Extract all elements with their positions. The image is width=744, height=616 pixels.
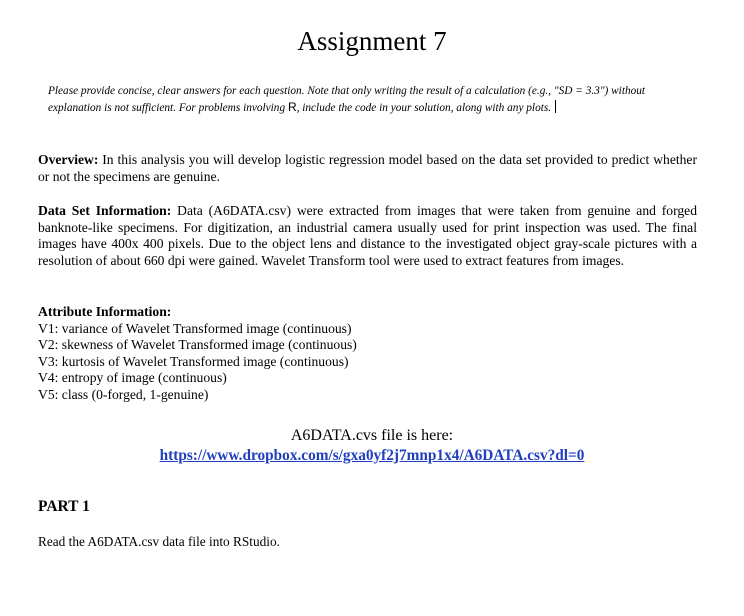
note-text-part-1: Please provide concise, clear answers for each question. Note that only writing the result of a calculation (e.g., "SD = 3.3") without explanation is not sufficient. For problems involving <box>48 85 646 114</box>
note-text-part-2: , include the code in your solution, along with any plots. <box>296 102 552 114</box>
attribute-info-section <box>38 304 697 404</box>
dataset-info-label: Data Set Information: <box>38 203 172 218</box>
dataset-info-text: Data (A6DATA.csv) were extracted from images that were taken from genuine and forged banknote-like specimens. For digitization, an industrial camera usually used for print inspection was used. The final images have 400x 400 pixels. Due to the object lens and distance to the investigated object gray-scale pictures with a resolution of about 660 dpi were gained. Wavelet Transform tool were used to extract features from images. <box>38 203 697 268</box>
page-title: Assignment 7 <box>297 26 447 56</box>
attribute-item-v2: V2: skewness of Wavelet Transformed image (continuous) <box>38 337 357 353</box>
attribute-item-v4: V4: entropy of image (continuous) <box>38 370 227 386</box>
attribute-info-heading: Attribute Information: <box>38 304 172 319</box>
part-instruction: Read the A6DATA.csv data file into RStudio. <box>38 534 280 549</box>
file-label: A6DATA.cvs file is here: <box>290 427 454 444</box>
instructions-note <box>48 83 678 116</box>
overview-text: In this analysis you will develop logistic regression model based on the data set provided to predict whether or not the specimens are genuine. <box>38 152 697 184</box>
attribute-item-v1: V1: variance of Wavelet Transformed image (continuous) <box>38 320 352 336</box>
text-cursor <box>555 100 556 113</box>
overview-label: Overview: <box>38 152 99 167</box>
dataset-info-paragraph <box>38 203 697 269</box>
attribute-item-v5: V5: class (0-forged, 1-genuine) <box>38 386 209 402</box>
overview-paragraph <box>38 152 697 185</box>
dropbox-link[interactable]: https://www.dropbox.com/s/gxa0yf2j7mnp1x4/A6DATA.csv?dl=0 <box>159 447 585 464</box>
note-r-letter: R <box>287 100 297 114</box>
attribute-item-v3: V3: kurtosis of Wavelet Transformed image (continuous) <box>38 353 349 369</box>
part-heading: PART 1 <box>38 498 90 515</box>
